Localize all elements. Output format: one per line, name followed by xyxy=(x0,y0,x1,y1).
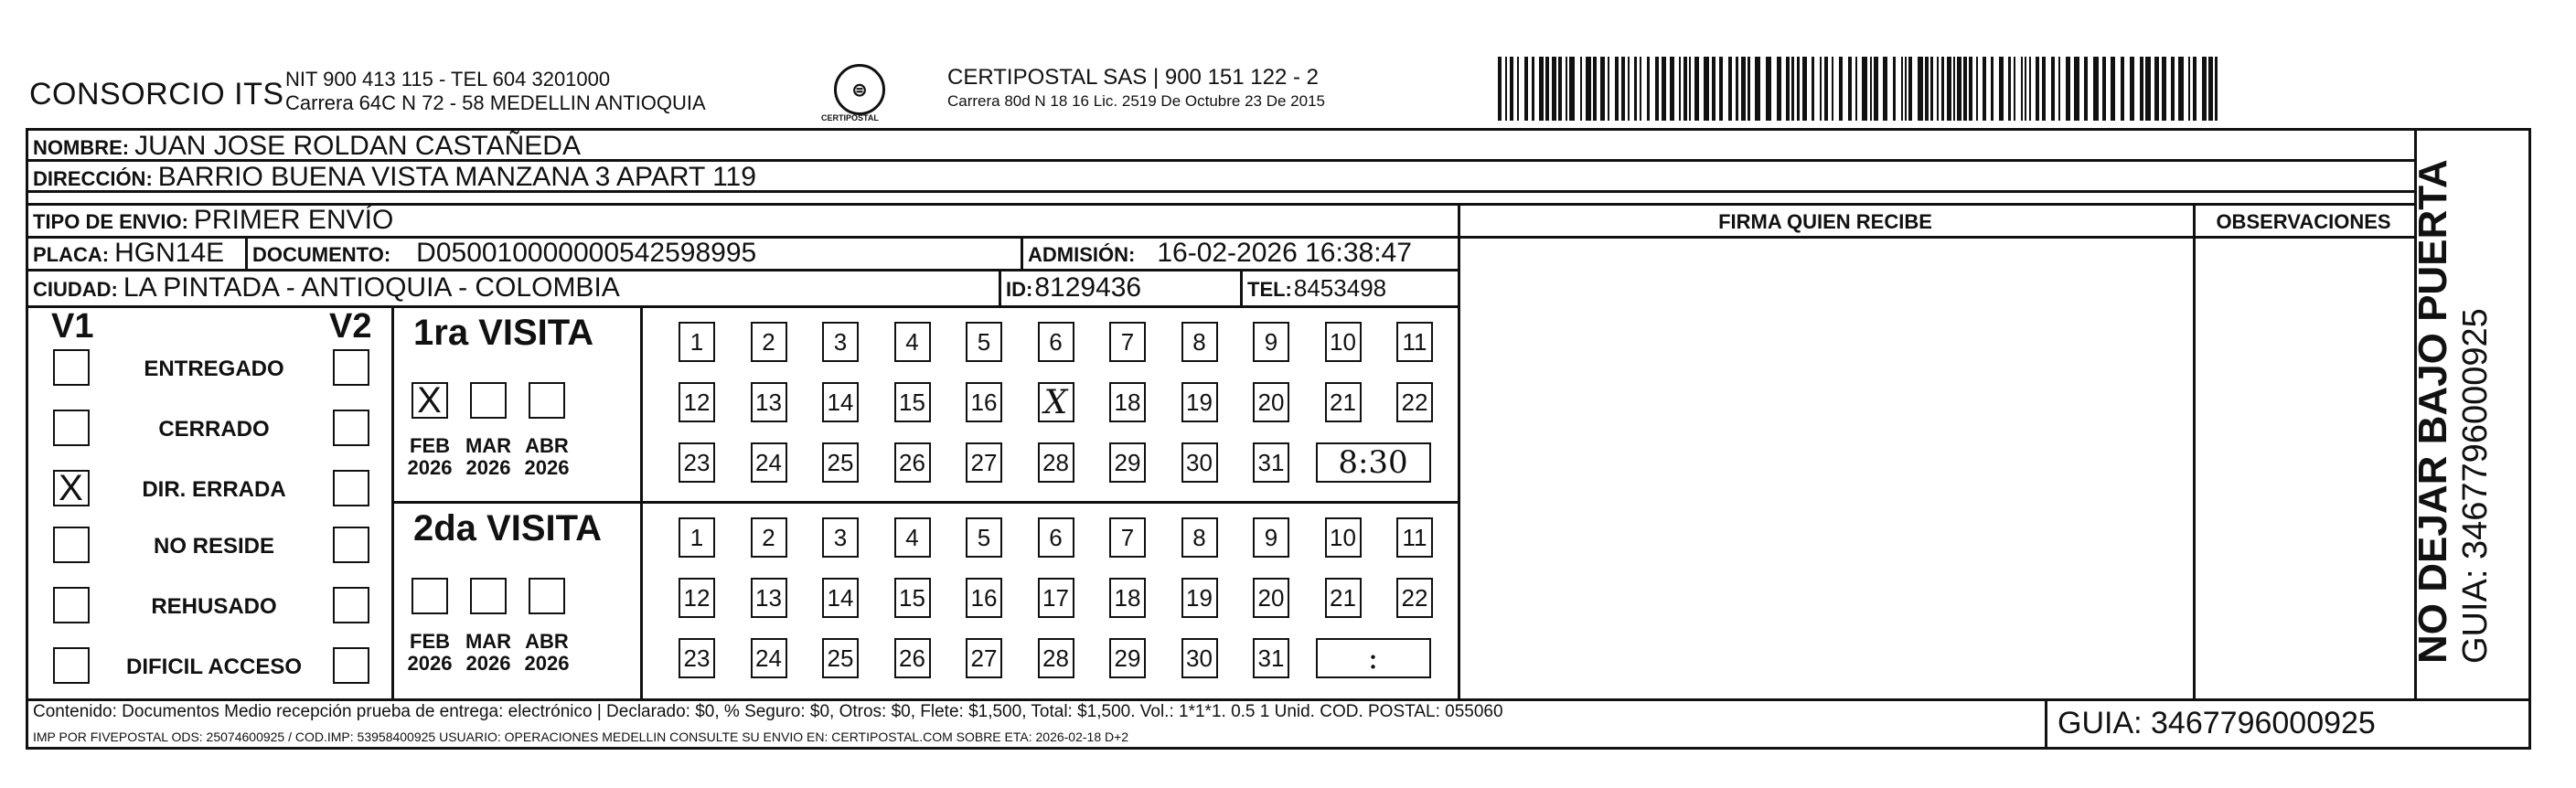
tel-value: 8453498 xyxy=(1293,274,1387,302)
barcode-bar xyxy=(1925,57,1929,121)
v2-checkbox[interactable] xyxy=(333,410,369,446)
barcode-bar xyxy=(1862,57,1867,121)
barcode-bar xyxy=(1820,57,1822,121)
direccion-label: DIRECCIÓN: xyxy=(33,167,153,190)
tel-field xyxy=(1247,274,1386,303)
no-dejar-warning: NO DEJAR BAJO PUERTA xyxy=(2410,159,2455,664)
day-box[interactable]: 18 xyxy=(1109,382,1146,422)
barcode-bar xyxy=(2008,57,2011,121)
month-name: MAR xyxy=(465,630,512,653)
day-box[interactable]: 30 xyxy=(1181,638,1218,678)
tipo-label: TIPO DE ENVIO: xyxy=(33,210,188,233)
documento-value: D050010000000542598995 xyxy=(416,238,757,268)
barcode-bar xyxy=(1736,57,1738,121)
month-name: ABR xyxy=(525,434,569,457)
divider xyxy=(2193,203,2196,698)
day-box[interactable]: 22 xyxy=(1396,382,1433,422)
barcode-bar xyxy=(2140,57,2143,121)
day-box[interactable]: 25 xyxy=(822,638,859,678)
barcode-bar xyxy=(1963,57,1967,121)
barcode-bar xyxy=(1874,57,1878,121)
day-box[interactable]: 13 xyxy=(751,382,787,422)
barcode-bar xyxy=(2145,57,2151,121)
day-box[interactable]: 9 xyxy=(1253,517,1289,558)
barcode-bar xyxy=(1539,57,1544,121)
barcode-bar xyxy=(1728,57,1732,121)
day-box[interactable]: 15 xyxy=(894,382,931,422)
nombre-field xyxy=(33,131,581,162)
day-box[interactable]: 2 xyxy=(751,322,787,362)
month-label xyxy=(463,631,514,675)
day-box[interactable]: 3 xyxy=(822,517,859,558)
footer-print-line: IMP POR FIVEPOSTAL ODS: 25074600925 / COD.IMP: 53958400925 USUARIO: OPERACIONES MEDELLIN CONSULTE SU ENVIO EN: CERTIPOSTAL.COM SOBRE ETA: 2026-02-18 D+2 xyxy=(33,729,1129,744)
divider xyxy=(2045,698,2047,750)
v2-checkbox[interactable] xyxy=(333,349,369,386)
day-box[interactable]: 18 xyxy=(1109,578,1146,618)
month-year: 2026 xyxy=(465,652,511,675)
company-contact xyxy=(285,68,706,115)
barcode-bar xyxy=(1976,57,1978,121)
barcode-bar xyxy=(1510,57,1513,121)
divider xyxy=(999,269,1001,305)
month-name: ABR xyxy=(525,630,569,653)
barcode-bar xyxy=(2029,57,2031,121)
v1-checkbox[interactable] xyxy=(53,410,90,446)
day-box[interactable]: 25 xyxy=(822,442,859,483)
month-checkbox[interactable] xyxy=(470,382,507,419)
barcode-bar xyxy=(1662,57,1666,121)
placa-label: PLACA: xyxy=(33,243,110,266)
barcode-bar xyxy=(1593,57,1597,121)
barcode-bar xyxy=(2093,57,2099,121)
day-box[interactable]: 21 xyxy=(1325,578,1362,618)
barcode-bar xyxy=(1791,57,1794,121)
month-label xyxy=(521,631,572,675)
id-value: 8129436 xyxy=(1034,272,1142,303)
day-box[interactable]: 29 xyxy=(1109,638,1146,678)
barcode-bar xyxy=(1647,57,1650,121)
company-name: CONSORCIO ITS xyxy=(29,77,284,112)
month-year: 2026 xyxy=(465,456,511,479)
barcode-bar xyxy=(1558,57,1562,121)
divider xyxy=(640,305,643,698)
barcode-bar xyxy=(1719,57,1723,121)
barcode-bar xyxy=(1566,57,1567,121)
day-box[interactable]: 2 xyxy=(751,517,787,558)
month-label xyxy=(404,631,455,675)
barcode-bar xyxy=(1615,57,1619,121)
barcode-bar xyxy=(1634,57,1637,121)
month-checkbox[interactable] xyxy=(412,379,448,421)
month-name: MAR xyxy=(465,434,512,457)
admision-field xyxy=(1028,238,1412,269)
day-box[interactable]: 11 xyxy=(1396,322,1433,362)
day-box[interactable]: 31 xyxy=(1253,638,1289,678)
barcode-bar xyxy=(1694,57,1699,121)
day-box[interactable]: 24 xyxy=(751,638,787,678)
barcode-bar xyxy=(1812,57,1814,121)
month-checkbox[interactable] xyxy=(470,578,507,614)
day-box[interactable]: 26 xyxy=(894,638,931,678)
barcode-bar xyxy=(2025,57,2026,121)
barcode-bar xyxy=(2171,57,2175,121)
barcode-bar xyxy=(2178,57,2184,121)
day-box[interactable]: 20 xyxy=(1253,578,1289,618)
v2-checkbox[interactable] xyxy=(333,470,369,506)
barcode-bar xyxy=(1524,57,1528,121)
barcode-bar xyxy=(2188,57,2190,121)
barcode-bar xyxy=(1957,57,1961,121)
placa-value: HGN14E xyxy=(114,238,225,268)
day-box[interactable]: 1 xyxy=(679,322,715,362)
certipostal-info xyxy=(947,66,1325,113)
barcode-bar xyxy=(1608,57,1609,121)
divider xyxy=(26,305,1458,308)
logo-caption: CERTIPOSTAL xyxy=(821,113,879,122)
month-label xyxy=(404,435,455,479)
barcode-bar xyxy=(2102,57,2106,121)
barcode-bar xyxy=(2021,57,2023,121)
barcode-bar xyxy=(1580,57,1582,121)
barcode-bar xyxy=(1532,57,1534,121)
firma-label: FIRMA QUIEN RECIBE xyxy=(1718,210,1932,233)
day-box[interactable]: 12 xyxy=(679,382,715,422)
direccion-field xyxy=(33,162,756,193)
day-box[interactable]: 23 xyxy=(679,442,715,483)
barcode-bar xyxy=(1824,57,1828,121)
status-option-label: NO RESIDE xyxy=(153,534,275,559)
v2-checkbox[interactable] xyxy=(333,527,369,563)
barcode-bar xyxy=(1855,57,1857,121)
direccion-value: BARRIO BUENA VISTA MANZANA 3 APART 119 xyxy=(157,162,756,192)
documento-field xyxy=(252,238,756,269)
barcode-bar xyxy=(1498,57,1502,121)
month-year: 2026 xyxy=(524,652,570,675)
month-checkbox[interactable] xyxy=(529,578,565,614)
visit-title: 1ra VISITA xyxy=(413,313,594,353)
day-box[interactable]: 14 xyxy=(822,578,859,618)
time-box[interactable]: : xyxy=(1316,638,1431,678)
day-box[interactable]: 6 xyxy=(1038,322,1074,362)
barcode-bar xyxy=(1679,57,1681,121)
day-box[interactable]: 20 xyxy=(1253,382,1289,422)
month-name: FEB xyxy=(410,434,450,457)
day-box[interactable]: 23 xyxy=(679,638,715,678)
v2-checkbox[interactable] xyxy=(333,587,369,623)
barcode-bar xyxy=(1802,57,1807,121)
admision-label: ADMISIÓN: xyxy=(1028,243,1136,266)
barcode-bar xyxy=(1640,57,1641,121)
barcode-bar xyxy=(2051,57,2055,121)
divider xyxy=(1458,203,2414,206)
certipostal-logo-icon: ⊜ xyxy=(834,64,885,115)
barcode-bar xyxy=(1689,57,1691,121)
day-box[interactable]: 6 xyxy=(1038,517,1074,558)
barcode-bar xyxy=(1930,57,1933,121)
tel-label: TEL: xyxy=(1247,278,1292,301)
day-box[interactable]: 4 xyxy=(894,322,931,362)
day-box[interactable]: 16 xyxy=(966,382,1002,422)
barcode-bar xyxy=(1883,57,1887,121)
day-box[interactable]: 7 xyxy=(1109,322,1146,362)
status-option-label: ENTREGADO xyxy=(144,357,284,381)
divider xyxy=(1458,203,1460,698)
ciudad-field xyxy=(33,272,620,303)
barcode-bar xyxy=(1741,57,1746,121)
day-box[interactable]: 28 xyxy=(1038,638,1074,678)
month-label xyxy=(521,435,572,479)
status-option-label: DIFICIL ACCESO xyxy=(125,655,302,679)
day-box[interactable]: 8 xyxy=(1181,517,1218,558)
barcode-bar xyxy=(1983,57,1986,121)
barcode-bar xyxy=(1569,57,1575,121)
x-mark-icon: X xyxy=(417,379,442,421)
day-box[interactable]: 21 xyxy=(1325,382,1362,422)
side-guia: GUIA: 3467796000925 xyxy=(2456,308,2495,664)
barcode-bar xyxy=(2154,57,2159,121)
day-box[interactable]: 14 xyxy=(822,382,859,422)
barcode-bar xyxy=(2208,57,2213,121)
v1-checkbox[interactable] xyxy=(53,587,90,623)
day-box[interactable]: 1 xyxy=(679,517,715,558)
observaciones-label: OBSERVACIONES xyxy=(2216,210,2391,233)
month-label xyxy=(463,435,514,479)
day-box[interactable]: 27 xyxy=(966,442,1002,483)
barcode-bar xyxy=(1755,57,1760,121)
divider xyxy=(391,305,394,698)
status-option-label: REHUSADO xyxy=(151,594,277,619)
barcode-bar xyxy=(1953,57,1955,121)
barcode-bar xyxy=(1786,57,1790,121)
barcode-icon xyxy=(1496,57,2220,121)
certi-address: Carrera 80d N 18 16 Lic. 2519 De Octubre 23 De 2015 xyxy=(947,92,1325,110)
barcode-bar xyxy=(2014,57,2015,121)
day-box[interactable]: 28 xyxy=(1038,442,1074,483)
barcode-bar xyxy=(1600,57,1605,121)
barcode-bar xyxy=(2042,57,2046,121)
admision-value: 16-02-2026 16:38:47 xyxy=(1157,238,1412,268)
barcode-bar xyxy=(1991,57,1993,121)
day-box[interactable]: 11 xyxy=(1396,517,1433,558)
barcode-bar xyxy=(1552,57,1556,121)
barcode-bar xyxy=(1670,57,1674,121)
day-box[interactable]: 13 xyxy=(751,578,787,618)
day-box[interactable]: 3 xyxy=(822,322,859,362)
day-box[interactable] xyxy=(1038,382,1074,422)
barcode-bar xyxy=(1748,57,1750,121)
barcode-bar xyxy=(1848,57,1852,121)
barcode-bar xyxy=(1621,57,1625,121)
barcode-bar xyxy=(2215,57,2218,121)
barcode-bar xyxy=(1517,57,1519,121)
divider xyxy=(391,501,1458,504)
v1-checkbox[interactable] xyxy=(53,467,90,508)
barcode-bar xyxy=(1628,57,1630,121)
barcode-bar xyxy=(1832,57,1833,121)
barcode-bar xyxy=(2036,57,2039,121)
visit-title: 2da VISITA xyxy=(413,508,602,548)
footer-guia: GUIA: 3467796000925 xyxy=(2058,706,2376,740)
month-name: FEB xyxy=(410,630,450,653)
barcode-bar xyxy=(1683,57,1687,121)
barcode-bar xyxy=(1505,57,1507,121)
barcode-bar xyxy=(1797,57,1800,121)
day-box[interactable]: 26 xyxy=(894,442,931,483)
barcode-bar xyxy=(1918,57,1923,121)
barcode-bar xyxy=(1777,57,1781,121)
day-box[interactable]: 22 xyxy=(1396,578,1433,618)
barcode-bar xyxy=(1893,57,1896,121)
handwritten-x-mark-icon: X xyxy=(1043,383,1068,421)
status-option-label: CERRADO xyxy=(158,417,270,442)
day-box[interactable]: 7 xyxy=(1109,517,1146,558)
barcode-bar xyxy=(1766,57,1771,121)
month-year: 2026 xyxy=(524,456,570,479)
day-box[interactable]: 10 xyxy=(1325,517,1362,558)
address-line: Carrera 64C N 72 - 58 MEDELLIN ANTIOQUIA xyxy=(285,91,706,114)
barcode-bar xyxy=(1586,57,1591,121)
barcode-bar xyxy=(2074,57,2079,121)
v2-label: V2 xyxy=(329,307,372,346)
x-mark-icon: X xyxy=(59,467,83,508)
divider xyxy=(1240,269,1243,305)
day-box[interactable]: 4 xyxy=(894,517,931,558)
barcode-bar xyxy=(1937,57,1939,121)
month-checkbox[interactable] xyxy=(529,382,565,419)
barcode-bar xyxy=(2162,57,2166,121)
day-box[interactable]: 9 xyxy=(1253,322,1289,362)
v2-checkbox[interactable] xyxy=(333,647,369,684)
day-box[interactable]: 29 xyxy=(1109,442,1146,483)
tipo-envio-field xyxy=(33,205,393,236)
v1-label: V1 xyxy=(51,307,94,346)
day-box[interactable]: 17 xyxy=(1038,578,1074,618)
barcode-bar xyxy=(1941,57,1944,121)
day-box[interactable]: 16 xyxy=(966,578,1002,618)
barcode-bar xyxy=(1999,57,2004,121)
nombre-label: NOMBRE: xyxy=(33,136,130,159)
side-vertical-text xyxy=(2410,159,2495,664)
barcode-bar xyxy=(2084,57,2088,121)
barcode-bar xyxy=(2130,57,2134,121)
barcode-bar xyxy=(1655,57,1659,121)
divider xyxy=(245,236,248,269)
ciudad-value: LA PINTADA - ANTIOQUIA - COLOMBIA xyxy=(123,272,620,303)
day-box[interactable]: 10 xyxy=(1325,322,1362,362)
divider xyxy=(26,698,2531,701)
nombre-value: JUAN JOSE ROLDAN CASTAÑEDA xyxy=(134,131,581,161)
id-label: ID: xyxy=(1006,278,1033,301)
certi-line: CERTIPOSTAL SAS | 900 151 122 - 2 xyxy=(947,65,1319,90)
day-box[interactable]: 12 xyxy=(679,578,715,618)
barcode-bar xyxy=(1969,57,1972,121)
barcode-bar xyxy=(2058,57,2060,121)
barcode-bar xyxy=(1870,57,1872,121)
documento-label: DOCUMENTO: xyxy=(252,243,391,266)
v1-checkbox[interactable] xyxy=(53,647,90,684)
barcode-bar xyxy=(1947,57,1951,121)
footer-content-line: Contenido: Documentos Medio recepción prueba de entrega: electrónico | Declarado: $0, % Seguro: $0, Otros: $0, Flete: $1,500, Total: $1,500. Vol.: 1*1*1. 0.5 1 Unid. COD. POSTAL: 055060 xyxy=(33,702,1503,721)
barcode-bar xyxy=(2121,57,2124,121)
barcode-bar xyxy=(1545,57,1549,121)
day-box[interactable]: 24 xyxy=(751,442,787,483)
barcode-bar xyxy=(1704,57,1709,121)
month-year: 2026 xyxy=(407,456,453,479)
day-box[interactable]: 5 xyxy=(966,322,1002,362)
barcode-bar xyxy=(1839,57,1843,121)
v1-checkbox[interactable] xyxy=(53,527,90,563)
barcode-bar xyxy=(1905,57,1907,121)
barcode-bar xyxy=(1712,57,1716,121)
day-box[interactable]: 27 xyxy=(966,638,1002,678)
barcode-bar xyxy=(1908,57,1912,121)
status-option-label: DIR. ERRADA xyxy=(142,477,286,502)
day-box[interactable]: 30 xyxy=(1181,442,1218,483)
barcode-bar xyxy=(1901,57,1903,121)
divider xyxy=(26,269,1458,272)
day-box[interactable]: 15 xyxy=(894,578,931,618)
day-box[interactable]: 5 xyxy=(966,517,1002,558)
placa-field xyxy=(33,238,224,269)
barcode-bar xyxy=(2193,57,2197,121)
day-box[interactable]: 8 xyxy=(1181,322,1218,362)
divider xyxy=(1021,236,1023,269)
day-box[interactable]: 19 xyxy=(1181,578,1218,618)
time-box[interactable]: 8:30 xyxy=(1316,442,1431,483)
id-field xyxy=(1006,272,1141,303)
day-box[interactable]: 31 xyxy=(1253,442,1289,483)
tipo-value: PRIMER ENVÍO xyxy=(193,205,394,235)
barcode-bar xyxy=(2066,57,2070,121)
barcode-bar xyxy=(2202,57,2207,121)
nit-line: NIT 900 413 115 - TEL 604 3201000 xyxy=(285,68,611,91)
month-checkbox[interactable] xyxy=(412,578,448,614)
day-box[interactable]: 19 xyxy=(1181,382,1218,422)
barcode-bar xyxy=(2111,57,2115,121)
month-year: 2026 xyxy=(407,652,453,675)
v1-checkbox[interactable] xyxy=(53,349,90,386)
ciudad-label: CIUDAD: xyxy=(33,278,118,301)
